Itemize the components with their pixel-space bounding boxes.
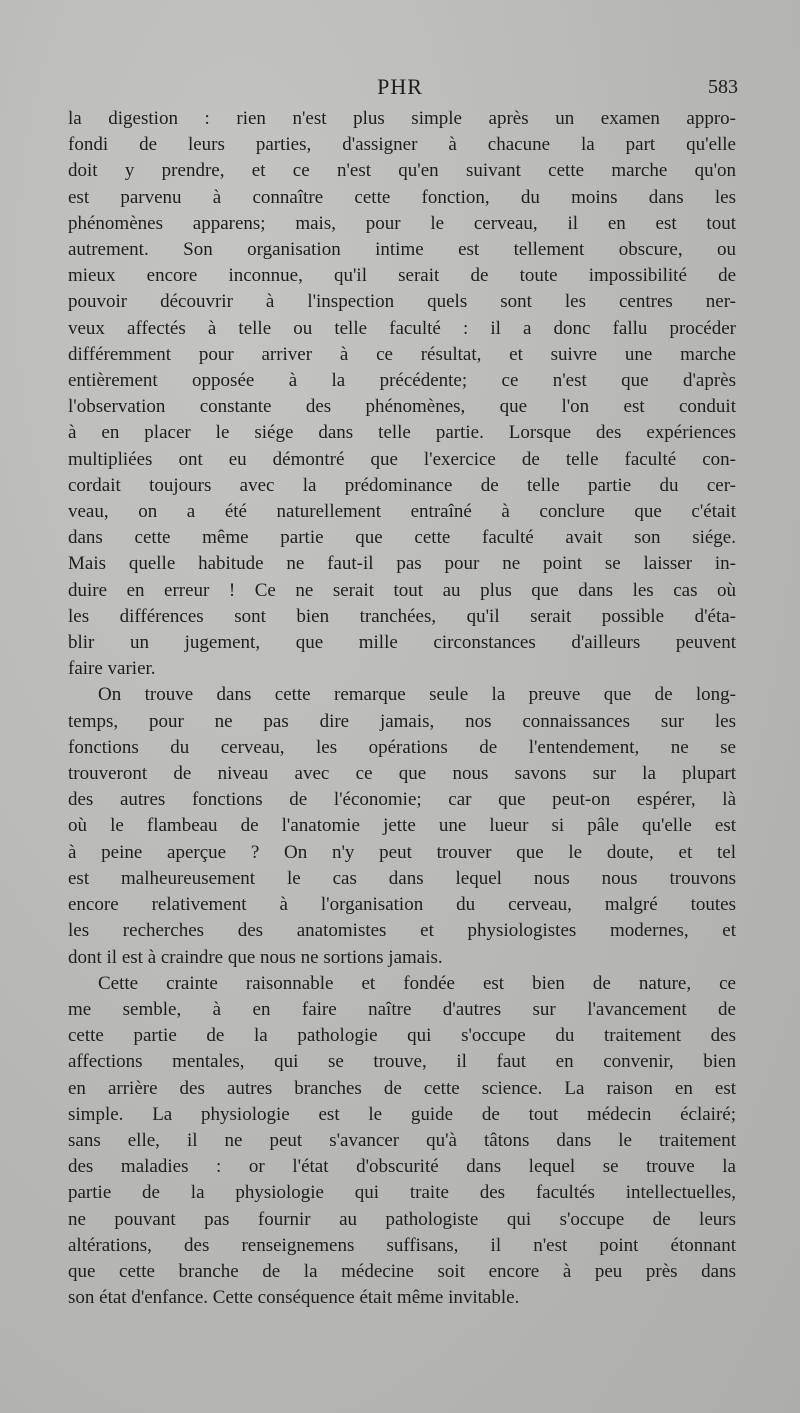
text-line: simple. La physiologie est le guide de tout médecin éclairé;: [68, 1103, 736, 1125]
text-line: faire varier.: [68, 658, 156, 680]
text-line: veau, on a été naturellement entraîné à conclure que c'était: [68, 501, 736, 523]
text-line: autrement. Son organisation intime est tellement obscure, ou: [68, 239, 736, 261]
text-line: cordait toujours avec la prédominance de telle partie du cer-: [68, 474, 736, 496]
text-line: mieux encore inconnue, qu'il serait de toute impossibilité de: [68, 265, 736, 287]
text-line: la digestion : rien n'est plus simple après un examen appro-: [68, 108, 736, 129]
text-line: blir un jugement, que mille circonstances d'ailleurs peuvent: [68, 632, 736, 654]
text-line: me semble, à en faire naître d'autres sur l'avancement de: [68, 998, 736, 1020]
text-line: à en placer le siége dans telle partie. Lorsque des expériences: [68, 422, 736, 444]
text-line: dans cette même partie que cette faculté avait son siége.: [68, 527, 736, 549]
text-line: que cette branche de la médecine soit encore à peu près dans: [68, 1260, 736, 1282]
text-line: est parvenu à connaître cette fonction, du moins dans les: [68, 186, 736, 208]
text-line: multipliées ont eu démontré que l'exercice de telle faculté con-: [68, 448, 736, 470]
text-line: veux affectés à telle ou telle faculté : il a donc fallu procéder: [68, 317, 736, 339]
paragraph: [68, 682, 736, 970]
text-line: dont il est à craindre que nous ne sortions jamais.: [68, 946, 443, 968]
text-line: en arrière des autres branches de cette science. La raison en est: [68, 1077, 736, 1099]
text-line: où le flambeau de l'anatomie jette une lueur si pâle qu'elle est: [68, 815, 736, 837]
text-line: trouveront de niveau avec ce que nous savons sur la plupart: [68, 763, 736, 785]
text-line: à peine aperçue ? On n'y peut trouver que le doute, et tel: [68, 841, 736, 863]
paragraph: [68, 971, 736, 1312]
text-line: son état d'enfance. Cette conséquence était même invitable.: [68, 1287, 520, 1309]
text-line: pouvoir découvrir à l'inspection quels sont les centres ner-: [68, 291, 736, 313]
text-line: temps, pour ne pas dire jamais, nos connaissances sur les: [68, 710, 736, 732]
page-body: [68, 106, 736, 1311]
text-line: différemment pour arriver à ce résultat, et suivre une marche: [68, 343, 736, 365]
text-line: Mais quelle habitude ne faut-il pas pour ne point se laisser in-: [68, 553, 736, 575]
text-line: l'observation constante des phénomènes, que l'on est conduit: [68, 396, 736, 418]
text-line: cette partie de la pathologie qui s'occupe du traitement des: [68, 1025, 736, 1047]
text-line: les différences sont bien tranchées, qu'il serait possible d'éta-: [68, 605, 736, 627]
text-line: les recherches des anatomistes et physiologistes modernes, et: [68, 920, 736, 942]
text-line: doit y prendre, et ce n'est qu'en suivant cette marche qu'on: [68, 160, 736, 182]
text-line: affections mentales, qui se trouve, il faut en convenir, bien: [68, 1051, 736, 1073]
text-line: des autres fonctions de l'économie; car que peut-on espérer, là: [68, 789, 736, 811]
text-line: est malheureusement le cas dans lequel nous nous trouvons: [68, 867, 736, 889]
text-line: On trouve dans cette remarque seule la preuve que de long-: [98, 684, 736, 706]
text-line: Cette crainte raisonnable et fondée est bien de nature, ce: [98, 972, 736, 994]
paragraph: [68, 106, 736, 682]
text-line: des maladies : or l'état d'obscurité dans lequel se trouve la: [68, 1156, 736, 1178]
text-line: fondi de leurs parties, d'assigner à chacune la part qu'elle: [68, 134, 736, 156]
text-line: phénomènes apparens; mais, pour le cerveau, il en est tout: [68, 212, 736, 234]
text-line: fonctions du cerveau, les opérations de l'entendement, ne se: [68, 736, 736, 758]
text-line: altérations, des renseignemens suffisans, il n'est point étonnant: [68, 1234, 736, 1256]
page-header: [62, 74, 738, 102]
text-line: ne pouvant pas fournir au pathologiste qui s'occupe de leurs: [68, 1208, 736, 1230]
text-line: entièrement opposée à la précédente; ce n'est que d'après: [68, 370, 736, 392]
page-number: 583: [708, 76, 738, 98]
text-line: sans elle, il ne peut s'avancer qu'à tâtons dans le traitement: [68, 1129, 736, 1151]
text-line: partie de la physiologie qui traite des facultés intellectuelles,: [68, 1182, 736, 1204]
running-head: PHR: [377, 74, 423, 99]
text-line: encore relativement à l'organisation du cerveau, malgré toutes: [68, 894, 736, 916]
text-line: duire en erreur ! Ce ne serait tout au plus que dans les cas où: [68, 579, 736, 601]
